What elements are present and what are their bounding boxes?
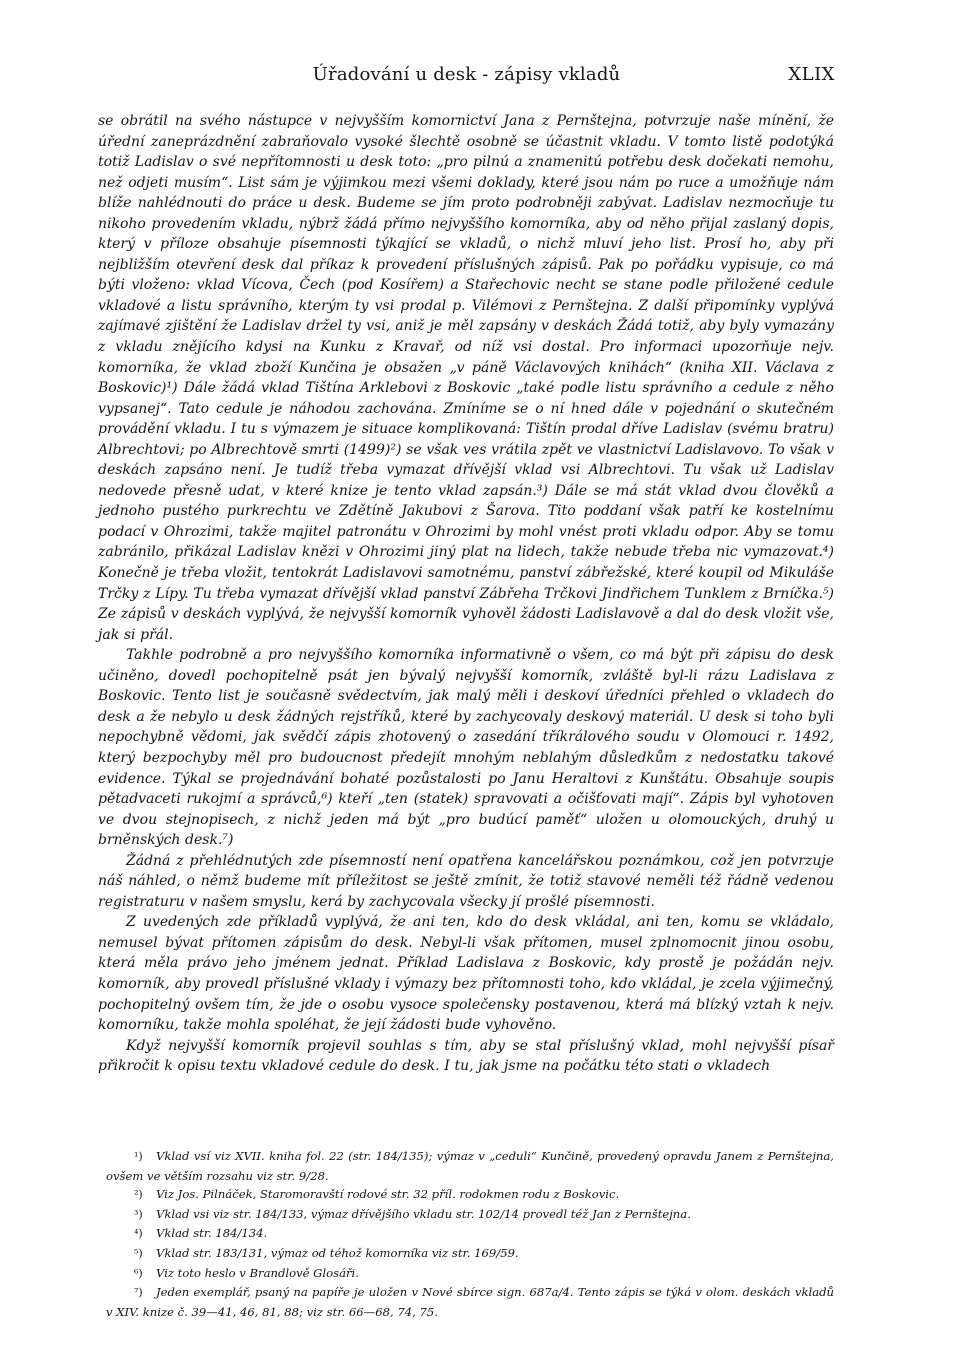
footnote-1 <box>106 1147 834 1185</box>
footnote-marker: ⁷) <box>134 1286 143 1300</box>
footnote-4 <box>106 1224 834 1244</box>
footnote-text: Viz toto heslo v Brandlově Glosáři. <box>156 1265 359 1280</box>
footnote-text: Jeden exemplář, psaný na papíře je uložen v Nové sbírce sign. 687a/4. Tento zápis se týká v olom. deskách vkladů v XIV. knize č. 39—41, 46, 81, 88; viz str. 66—68, 74, 75. <box>106 1285 834 1319</box>
footnote-text: Vklad str. 183/131, výmaz od téhož komorníka viz str. 169/59. <box>156 1245 519 1260</box>
footnote-marker: ¹) <box>134 1150 143 1163</box>
footnote-text: Vklad str. 184/134. <box>156 1226 268 1241</box>
footnote-text: Vklad vsí viz XVII. kniha fol. 22 (str. 184/135); výmaz v „ceduli“ Kunčině, provedený opravdu Janem z Pernštejna, ovšem ve větším rozsahu viz str. 9/28. <box>106 1149 834 1183</box>
footnote-6 <box>106 1264 834 1284</box>
page-number: XLIX <box>788 64 835 85</box>
footnote-marker: ⁶) <box>134 1266 143 1280</box>
footnote-5 <box>106 1244 834 1264</box>
paragraph-5: Když nejvyšší komorník projevil souhlas s tím, aby se stal příslušný vklad, mohl nejvyšší písař přikročit k opisu textu vkladové cedule do desk. I tu, jak jsme na počátku této stati o vkladech <box>98 1037 834 1075</box>
body-text <box>98 111 834 1077</box>
footnote-marker: ²) <box>134 1188 143 1202</box>
footnote-marker: ⁵) <box>134 1246 143 1260</box>
footnotes <box>106 1147 834 1321</box>
paragraph-4: Z uvedených zde příkladů vyplývá, že ani ten, kdo do desk vkládal, ani ten, komu se vkládalo, nemusel bývat přítomen zápisům do desk. Nebyl-li však přítomen, musel zplnomocnit jinou osobu, která měla právo jeho jménem jednat. Příklad Ladislava z Boskovic, kdy prostě je požádán nejv. komorník, aby provedl příslušné vklady i výmazy bez přítomnosti toho, kdo vkládal, je zcela výjimečný, pochopitelný ovšem tím, že jde o osobu vysoce společensky postavenou, která má blízký vztah k nejv. komorníku, takže mohla spoléhat, že její žádosti bude vyhověno. <box>98 914 834 1034</box>
footnote-text: Vklad vsi viz str. 184/133, výmaz dřívějšího vkladu str. 102/14 provedl též Jan z Pernštejna. <box>156 1206 691 1221</box>
paragraph-2: Takhle podrobně a pro nejvyššího komorníka informativně o všem, co má být při zápisu do desk učiněno, dovedl pochopitelně psát jen bývalý nejvyšší komorník, zvláště byl-li rázu Ladislava z Boskovic. Tento list je současně svědectvím, jak malý měli i deskoví úředníci přehled o vkladech do desk a že nebylo u desk žádných rejstříků, které by zachycovaly deskový materiál. U desk si toho byli nepochybně vědomi, jak svědčí zápis zhotovený o zasedání tříkrálového soudu v Olomouci r. 1492, který bezpochyby měl pro budoucnost předejít mnohým neblahým důsledkům z nedostatku takové evidence. Týkal se projednávání bohaté pozůstalosti po Janu Heraltovi z Kunštátu. Obsahuje soupis pětadvaceti rukojmí a správců,⁶) kteří „ten (statek) spravovati a očišťovati mají“. Zápis byl vyhotoven ve dvou stejnopisech, z nichž jeden má být „pro budúcí paměť“ uložen u olomouckých, druhý u brněnských desk.⁷) <box>98 647 834 849</box>
footnote-2 <box>106 1185 834 1205</box>
running-title: Úřadování u desk - zápisy vkladů <box>312 64 621 85</box>
footnote-marker: ⁴) <box>134 1227 143 1241</box>
page-header <box>98 64 835 90</box>
footnote-text: Viz Jos. Pilnáček, Staromoravští rodové str. 32 příl. rodokmen rodu z Boskovic. <box>156 1187 620 1202</box>
footnote-3 <box>106 1205 834 1225</box>
footnote-7 <box>106 1283 834 1321</box>
footnote-marker: ³) <box>134 1207 143 1221</box>
paragraph-1: se obrátil na svého nástupce v nejvyšším komornictví Jana z Pernštejna, potvrzuje naše mínění, že úřední zaneprázdnění zabraňovalo vysoké šlechtě osobně se účastnit vkladu. V tomto listě podotýká totiž Ladislav o své nepřítomnosti u desk toto: „pro pilnú a znamenitú potřebu desk dočekati nemohu, než odjeti musím“. List sám je výjimkou mezi všemi doklady, které jsou nám po ruce a umožňuje nám blíže nahlédnouti do práce u desk. Budeme se jím proto podrobněji zabývat. Ladislav nezmocňuje tu nikoho provedením vkladu, nýbrž žádá přímo nejvyššího komorníka, aby od něho přijal zaslaný dopis, který v příloze obsahuje písemnosti týkající se vkladů, o nichž mluví jeho list. Prosí ho, aby při nejbližším otevření desk dal příkaz k provedení příslušných zápisů. Pak po pořádku vypisuje, co má býti vloženo: vklad Vícova, Čech (pod Kosířem) a Stařechovic necht se stane podle přiložené cedule vkladové a listu správního, kterým ty vsi prodal p. Vilémovi z Pernštejna. Z další připomínky vyplývá zajímavé zjištění že Ladislav držel ty vsi, aniž je měl zapsány v deskách Žádá totiž, aby byly vymazány z vkladu znějícího kdysi na Kunku z Kravař, od níž vsi dostal. Pro informaci upozorňuje nejv. komorníka, že vklad zboží Kunčina je obsažen „v páně Václavových knihách“ (kniha XII. Václava z Boskovic)¹) Dále žádá vklad Tištína Arklebovi z Boskovic „také podle listu správního a cedule z něho vypsanej“. Tato cedule je náhodou zachována. Zmíníme se o ní hned dále v pojednání o skutečném provádění vkladu. I tu s výmazem je situace komplikovaná: Tištín prodal dříve Ladislav (svému bratru) Albrechtovi; po Albrechtově smrti (1499)²) se však ves vrátila zpět ve vlastnictví Ladislavovo. To však v deskách zapsáno není. Je tudíž třeba vymazat dřívější vklad vsi Albrechtovi. Tu však už Ladislav nedovede přesně udat, v které knize je tento vklad zapsán.³) Dále se má stát vklad dvou člověků a jednoho pustého purkrechtu ve Zdětíně Jakubovi z Šarova. Tito poddaní však patří ke kostelnímu podací v Ohrozimi, takže majitel patronátu v Ohrozimi by mohl vnést proti vkladu odpor. Aby se tomu zabránilo, přikázal Ladislav knězi v Ohrozimi jiný plat na lidech, takže nebude třeba nic vymazovat.⁴) Konečně je třeba vložit, tentokrát Ladislavovi samotnému, panství zábřežské, které koupil od Mikuláše Trčky z Lípy. Tu třeba vymazat dřívější vklad panství Zábřeha Trčkovi Jindřichem Tunklem z Brníčka.⁵) Ze zápisů v deskách vyplývá, že nejvyšší komorník vyhověl žádosti Ladislavově a dal do desk vložit vše, jak si přál. <box>98 113 834 643</box>
paragraph-3: Žádná z přehlédnutých zde písemností není opatřena kancelářskou poznámkou, což jen potvrzuje náš náhled, o němž budeme mít příležitost se ještě zmínit, že totiž stavové neměli též řádně vedenou registraturu v našem smyslu, kerá by zachycovala všecky jí prošlé písemnosti. <box>98 852 834 910</box>
